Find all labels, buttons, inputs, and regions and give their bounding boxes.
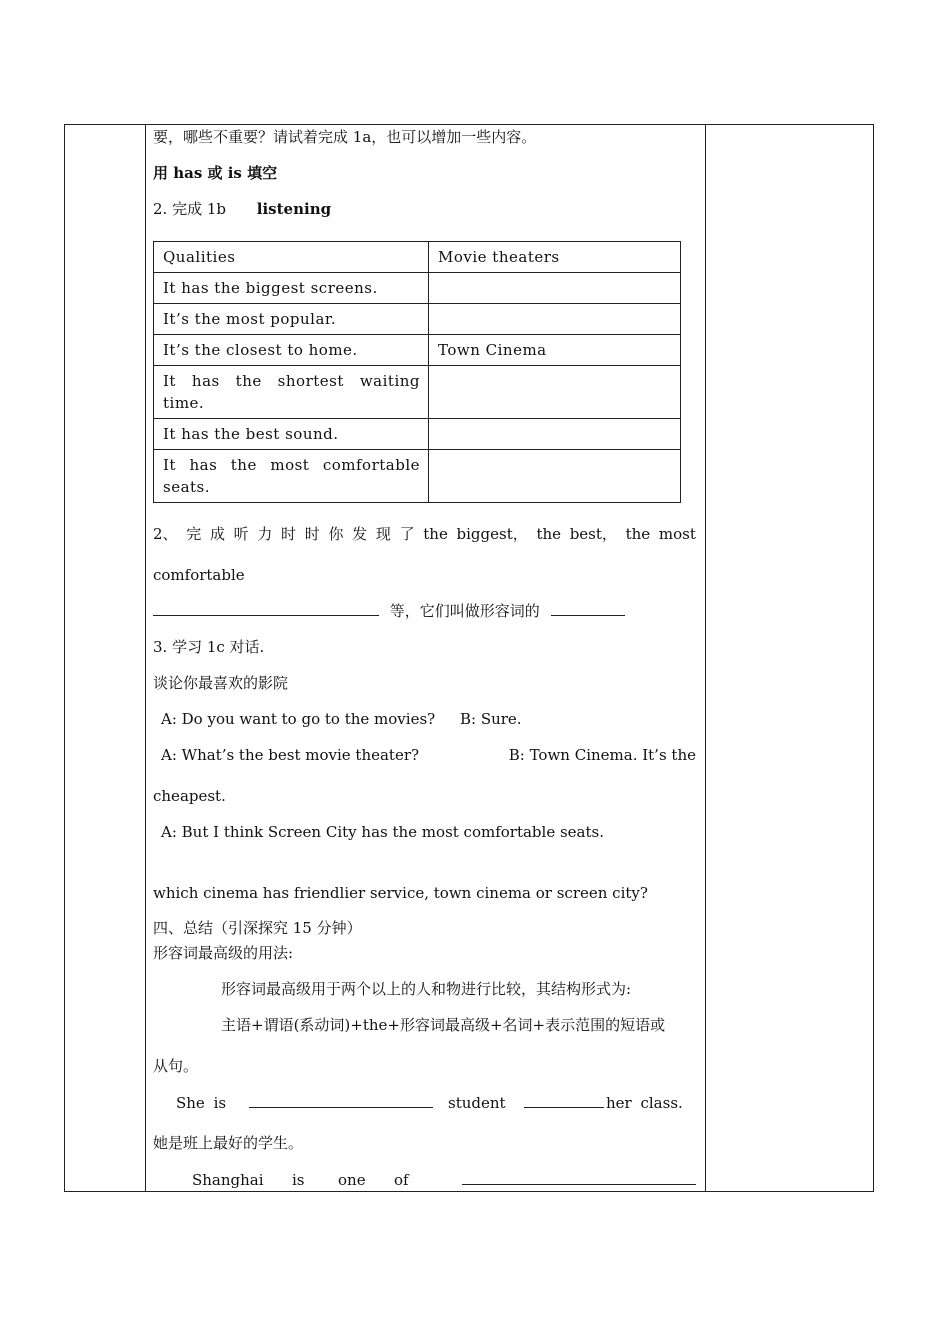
word: 你 [328, 525, 344, 543]
theater-cell [429, 419, 681, 450]
adjective-blank-line [153, 601, 625, 621]
word: best， [569, 525, 617, 543]
table-row [154, 419, 681, 450]
superlative-structure-line: 主语+谓语(系动词)+the+形容词最高级+名词+表示范围的短语或 [221, 1016, 666, 1034]
answer-blank[interactable] [153, 601, 379, 616]
word: 2、 [153, 525, 178, 543]
word: 发 [352, 525, 368, 543]
theater-cell [429, 450, 681, 503]
quality-cell: It has the most comfortable seats. [154, 450, 429, 503]
superlative-rule-line: 形容词最高级用于两个以上的人和物进行比较，其结构形式为: [221, 980, 632, 998]
word: 力 [257, 525, 273, 543]
talk-cinema-heading: 谈论你最喜欢的影院 [153, 674, 289, 692]
dialog-line-1 [161, 709, 522, 729]
word: the [536, 525, 562, 543]
header-movie-theaters: Movie theaters [429, 242, 681, 273]
dialog-line-3: A: But I think Screen City has the most comfortable seats. [161, 823, 604, 841]
fill-instruction: 用 has 或 is 填空 [153, 164, 278, 182]
word: the [625, 525, 651, 543]
task-2-listening: listening [256, 200, 332, 218]
word: the [423, 525, 448, 543]
quality-cell: It has the best sound. [154, 419, 429, 450]
word: 听 [233, 525, 249, 543]
blank-text: 等，它们叫做形容词的 [389, 602, 540, 620]
superlative-usage-heading: 形容词最高级的用法: [153, 944, 294, 962]
exercise-translation: 她是班上最好的学生。 [153, 1134, 304, 1152]
intro-line: 要，哪些不重要？请试着完成 1a，也可以增加一些内容。 [153, 128, 537, 146]
superlative-structure-cont: 从句。 [153, 1057, 199, 1075]
dialog-a: A: Do you want to go to the movies? [161, 710, 436, 728]
dialog-line-2-cont: cheapest. [153, 787, 226, 805]
qualities-table [153, 241, 681, 503]
answer-blank[interactable] [462, 1170, 696, 1185]
dialog-line-2 [161, 745, 696, 765]
dialog-b: B: Sure. [459, 710, 522, 728]
exercise-text: student [448, 1094, 506, 1112]
dialog-b: B: Town Cinema. It’s the [508, 746, 696, 764]
table-row [154, 304, 681, 335]
theater-cell [429, 273, 681, 304]
task-2-label: 2. 完成 1b [153, 200, 226, 218]
table-header-row [154, 242, 681, 273]
theater-cell [429, 366, 681, 419]
header-qualities: Qualities [154, 242, 429, 273]
exercise-text: one [338, 1171, 366, 1189]
summary-heading: 四、总结（引深探究 15 分钟） [153, 919, 362, 937]
exercise-text: She is [176, 1094, 227, 1112]
answer-blank[interactable] [249, 1093, 433, 1108]
exercise-text: of [394, 1171, 409, 1189]
word: 成 [209, 525, 225, 543]
table-row [154, 335, 681, 366]
quality-cell: It has the biggest screens. [154, 273, 429, 304]
word: 了 [399, 525, 415, 543]
dialog-a: A: What’s the best movie theater? [161, 746, 420, 764]
word: most [658, 525, 696, 543]
exercise-sentence-1 [176, 1093, 694, 1113]
answer-blank[interactable] [524, 1093, 604, 1108]
quality-cell: It’s the most popular. [154, 304, 429, 335]
table-row [154, 273, 681, 304]
exercise-text: Shanghai [192, 1171, 264, 1189]
exercise-text: is [292, 1171, 305, 1189]
answer-blank[interactable] [551, 601, 625, 616]
theater-cell: Town Cinema [429, 335, 681, 366]
table-row [154, 450, 681, 503]
question-line: which cinema has friendlier service, town cinema or screen city? [153, 884, 648, 902]
task-2-heading [153, 199, 331, 219]
quality-cell: It has the shortest waiting time. [154, 366, 429, 419]
task-3-heading: 3. 学习 1c 对话. [153, 638, 265, 656]
word: 时 [281, 525, 297, 543]
right-column-divider [705, 125, 706, 1191]
exercise-text: her class. [606, 1094, 683, 1112]
word: 完 [186, 525, 202, 543]
word: biggest， [456, 525, 528, 543]
table-row [154, 366, 681, 419]
left-column-divider [145, 125, 146, 1191]
theater-cell [429, 304, 681, 335]
listening-finding-line [153, 524, 696, 544]
quality-cell: It’s the closest to home. [154, 335, 429, 366]
comfortable-line: comfortable [153, 566, 245, 584]
word: 时 [304, 525, 320, 543]
word: 现 [375, 525, 391, 543]
